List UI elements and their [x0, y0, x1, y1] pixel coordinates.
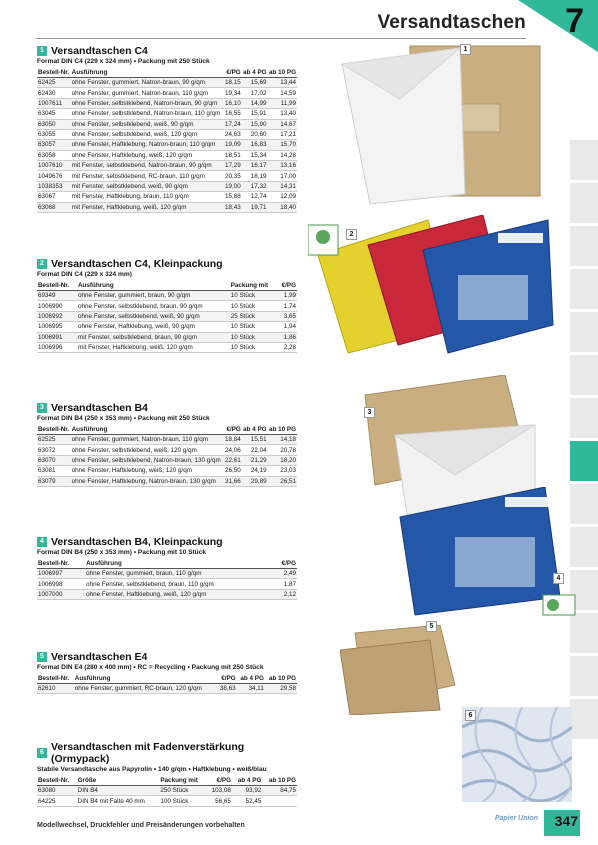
column-header: ab 4 PG: [243, 426, 267, 433]
table-row: [37, 181, 297, 191]
section-heading: [37, 258, 297, 270]
column-header: Bestell-Nr.: [37, 281, 77, 291]
table-cell: 84,75: [262, 786, 297, 796]
column-header: Packung mit: [230, 281, 278, 291]
section-2: [37, 258, 297, 353]
table-cell: ohne Fenster, selbstklebend, weiß, 90 g/qm: [77, 311, 230, 321]
table-row: [37, 202, 297, 212]
section-subtitle: Format DIN E4 (280 x 400 mm) • RC = Recycling • Packung mit 250 Stück: [37, 664, 264, 671]
column-header: €/PG: [224, 425, 242, 435]
table-cell: ohne Fenster, gummiert, Natron-braun, 110 g/qm: [71, 435, 224, 445]
table-cell: 63072: [37, 445, 71, 455]
table-row: [37, 786, 297, 796]
table-row: [37, 569, 297, 579]
column-header: Packung mit: [159, 776, 206, 786]
column-header: Ausführung: [85, 559, 273, 569]
table-row: [37, 78, 297, 88]
table-row: [37, 332, 297, 342]
table-cell: 18,19: [242, 171, 268, 181]
column-header: ab 4 PG: [237, 674, 265, 684]
table-cell: 1007610: [37, 161, 71, 171]
table-row: [37, 150, 297, 160]
table-cell: 18,40: [268, 202, 297, 212]
section-badge: 1: [37, 46, 47, 56]
table-cell: 10 Stück: [230, 322, 278, 332]
section-badge: 2: [37, 259, 47, 269]
table-cell: 19,71: [242, 202, 268, 212]
table-cell: 21,29: [242, 455, 268, 465]
table-cell: 17,21: [268, 129, 297, 139]
table-cell: 63068: [37, 202, 71, 212]
table-row: [37, 311, 297, 321]
column-header: Ausführung: [71, 425, 224, 435]
table-cell: 11,99: [268, 98, 297, 108]
table-row: [37, 98, 297, 108]
table-cell: 1,74: [277, 301, 297, 311]
section-5: [37, 651, 297, 694]
table-cell: 23,03: [268, 466, 297, 476]
table-cell: 63057: [37, 140, 71, 150]
table-cell: 14,18: [268, 435, 297, 445]
table-cell: 26,51: [268, 476, 297, 486]
product-table: [37, 776, 297, 807]
table-row: [37, 161, 297, 171]
table-cell: 19,00: [224, 182, 241, 190]
table-cell: ohne Fenster, selbstklebend, Natron-braun, 130 g/qm: [71, 455, 224, 465]
section-4: [37, 536, 297, 600]
table-cell: 63070: [37, 455, 71, 465]
table-row: [37, 342, 297, 352]
table-row: [37, 684, 297, 694]
table-cell: 62610: [37, 684, 74, 694]
table-cell: 62430: [37, 88, 71, 98]
table-row: [37, 589, 297, 599]
table-cell: 15,34: [242, 150, 268, 160]
table-cell: 20,35: [224, 172, 241, 180]
table-cell: 14,67: [268, 119, 297, 129]
table-cell: 14,28: [268, 150, 297, 160]
section-subtitle: Format DIN C4 (229 x 324 mm): [37, 271, 132, 278]
table-row: [37, 455, 297, 465]
column-header: €/PG: [277, 281, 297, 291]
column-header: Ausführung: [74, 674, 217, 684]
table-cell: 16,55: [224, 110, 241, 118]
section-6: [37, 741, 297, 807]
column-header: ab 10 PG: [269, 426, 296, 433]
footer-disclaimer: Modellwechsel, Druckfehler und Preisänderungen vorbehalten: [37, 822, 245, 829]
table-row: [37, 579, 297, 589]
table-cell: 2,12: [273, 589, 297, 599]
table-cell: ohne Fenster, gummiert, braun, 90 g/qm: [77, 291, 230, 301]
section-title: Versandtaschen C4, Kleinpackung: [51, 258, 223, 270]
table-cell: 103,08: [207, 786, 232, 796]
table-cell: 29,89: [242, 476, 268, 486]
table-cell: 17,32: [242, 181, 268, 191]
table-row: [37, 291, 297, 301]
table-row: [37, 796, 297, 806]
table-cell: 10 Stück: [230, 301, 278, 311]
table-cell: 16,10: [224, 99, 241, 107]
section-badge: 5: [37, 652, 47, 662]
image-badge-3: 3: [364, 407, 375, 418]
table-cell: 63058: [37, 150, 71, 160]
table-cell: 13,40: [268, 109, 297, 119]
table-cell: 29,58: [265, 684, 297, 694]
section-heading: [37, 45, 297, 57]
column-header: Bestell-Nr.: [37, 674, 74, 684]
image-6-ormypack-texture: [462, 707, 572, 802]
column-header: Ausführung: [71, 68, 224, 78]
table-cell: DIN B4 mit Falte 40 mm: [77, 796, 160, 806]
table-cell: ohne Fenster, selbstklebend, weiß, 120 g/qm: [71, 129, 224, 139]
table-cell: ohne Fenster, selbstklebend, braun, 90 g/qm: [77, 301, 230, 311]
column-header: €/PG: [273, 559, 297, 569]
table-cell: DIN B4: [77, 786, 160, 796]
section-badge: 4: [37, 537, 47, 547]
table-cell: 14,59: [268, 88, 297, 98]
section-heading: [37, 651, 297, 663]
table-cell: 15,90: [242, 119, 268, 129]
table-cell: 56,65: [207, 796, 232, 806]
table-row: [37, 476, 297, 486]
product-table: [37, 68, 297, 213]
table-cell: 22,04: [242, 445, 268, 455]
table-cell: ohne Fenster, selbstklebend, Natron-braun, 110 g/qm: [71, 109, 224, 119]
table-cell: ohne Fenster, gummiert, Natron-braun, 90 g/qm: [71, 78, 224, 88]
table-cell: ohne Fenster, gummiert, RC-braun, 120 g/qm: [74, 684, 217, 694]
table-cell: 1007611: [37, 98, 71, 108]
table-row: [37, 171, 297, 181]
image-1-envelopes-c4: [340, 44, 550, 209]
table-cell: 19,34: [224, 89, 241, 97]
table-cell: 1,86: [277, 332, 297, 342]
page-number: 347: [554, 813, 578, 829]
table-cell: 3,65: [277, 311, 297, 321]
table-cell: mit Fenster, selbstklebend, weiß, 90 g/qm: [71, 181, 224, 191]
table-cell: ohne Fenster, Haftklebung, weiß, 90 g/qm: [77, 322, 230, 332]
table-cell: 63045: [37, 109, 71, 119]
table-cell: 1006995: [37, 322, 77, 332]
table-cell: 26,50: [225, 467, 241, 475]
column-header: Bestell-Nr.: [38, 426, 70, 433]
table-cell: 12,74: [242, 192, 268, 202]
image-badge-4: 4: [553, 573, 564, 584]
table-cell: ohne Fenster, selbstklebend, Natron-braun, 90 g/qm: [71, 98, 224, 108]
table-row: [37, 129, 297, 139]
table-cell: 19,09: [224, 141, 241, 149]
table-cell: ohne Fenster, selbstklebend, weiß, 120 g/qm: [71, 445, 224, 455]
column-header: Bestell-Nr.: [37, 776, 77, 786]
table-row: [37, 435, 297, 445]
chapter-number: 7: [565, 2, 584, 40]
publisher-logo: Papier Union: [494, 815, 538, 822]
table-cell: 13,44: [268, 78, 297, 88]
table-cell: mit Fenster, Haftklebung, braun, 110 g/qm: [71, 192, 224, 202]
table-cell: 63079: [37, 476, 71, 486]
section-title: Versandtaschen mit Fadenverstärkung (Ormypack): [51, 741, 245, 765]
table-cell: 15,70: [268, 140, 297, 150]
table-cell: 10 Stück: [230, 342, 278, 352]
section-title: Versandtaschen C4: [51, 45, 148, 57]
table-cell: 63081: [37, 466, 71, 476]
table-cell: 12,09: [268, 192, 297, 202]
column-header: €/PG: [224, 68, 242, 78]
section-heading: [37, 536, 297, 548]
table-cell: ohne Fenster, gummiert, braun, 110 g/qm: [85, 569, 273, 579]
table-cell: [262, 796, 297, 806]
image-5-envelopes-e4: [340, 625, 460, 715]
column-header: ab 4 PG: [232, 776, 262, 786]
column-header: Ausführung: [77, 281, 230, 291]
column-header: €/PG: [207, 776, 232, 786]
table-cell: 1,99: [277, 291, 297, 301]
table-cell: 15,51: [242, 435, 268, 445]
section-badge: 3: [37, 403, 47, 413]
table-cell: ohne Fenster, Haftklebung, weiß, 120 g/qm: [71, 466, 224, 476]
table-row: [37, 119, 297, 129]
table-cell: ohne Fenster, Haftklebung, Natron-braun, 130 g/qm: [71, 476, 224, 486]
table-cell: 63067: [37, 192, 71, 202]
table-cell: mit Fenster, selbstklebend, Natron-braun, 90 g/qm: [71, 161, 224, 171]
table-cell: 18,43: [224, 203, 241, 211]
table-cell: 1038353: [37, 181, 71, 191]
table-cell: 1007000: [37, 589, 85, 599]
table-cell: 18,15: [224, 79, 241, 87]
table-cell: 22,61: [225, 456, 241, 464]
table-cell: ohne Fenster, selbstklebend, braun, 110 g/qm: [85, 579, 273, 589]
section-title: Versandtaschen B4, Kleinpackung: [51, 536, 223, 548]
column-header: €/PG: [217, 674, 237, 684]
column-header: ab 10 PG: [262, 776, 297, 786]
title-divider: [36, 38, 526, 39]
table-cell: 15,88: [224, 193, 241, 201]
image-badge-2: 2: [346, 229, 357, 240]
table-cell: mit Fenster, selbstklebend, RC-braun, 110 g/qm: [71, 171, 224, 181]
table-cell: ohne Fenster, selbstklebend, weiß, 90 g/qm: [71, 119, 224, 129]
column-header: Bestell-Nr.: [38, 69, 70, 76]
section-3: [37, 402, 297, 487]
table-cell: mit Fenster, selbstklebend, braun, 90 g/qm: [77, 332, 230, 342]
table-cell: 62425: [37, 78, 71, 88]
chapter-side-tabs: [570, 140, 598, 742]
section-subtitle: Format DIN B4 (250 x 353 mm) • Packung mit 10 Stück: [37, 549, 207, 556]
table-cell: 18,20: [268, 455, 297, 465]
table-cell: 20,78: [268, 445, 297, 455]
table-row: [37, 301, 297, 311]
image-badge-6: 6: [465, 710, 476, 721]
table-row: [37, 445, 297, 455]
table-row: [37, 88, 297, 98]
product-table: [37, 425, 297, 487]
table-cell: 24,06: [225, 446, 241, 454]
table-cell: 25 Stück: [230, 311, 278, 321]
table-cell: mit Fenster, Haftklebung, weiß, 120 g/qm: [71, 202, 224, 212]
table-cell: 64225: [37, 796, 77, 806]
table-cell: 18,84: [225, 436, 241, 444]
product-table: [37, 674, 297, 694]
table-cell: 63050: [37, 119, 71, 129]
image-4-mailmedia-b4-pack: [395, 487, 580, 617]
table-cell: 34,11: [237, 684, 265, 694]
table-cell: 62525: [37, 435, 71, 445]
table-cell: 2,28: [277, 342, 297, 352]
table-cell: ohne Fenster, Haftklebung, weiß, 120 g/qm: [85, 589, 273, 599]
table-cell: 52,45: [232, 796, 262, 806]
table-cell: 1006991: [37, 332, 77, 342]
table-row: [37, 109, 297, 119]
section-heading: [37, 402, 297, 414]
column-header: ab 4 PG: [243, 69, 267, 76]
table-cell: 14,99: [242, 98, 268, 108]
section-subtitle: Format DIN B4 (250 x 353 mm) • Packung mit 250 Stück: [37, 415, 210, 422]
table-row: [37, 140, 297, 150]
table-cell: 16,17: [242, 161, 268, 171]
table-cell: 1006998: [37, 579, 85, 589]
table-cell: 63055: [37, 129, 71, 139]
table-cell: 17,02: [242, 88, 268, 98]
section-subtitle: Format DIN C4 (229 x 324 mm) • Packung mit 250 Stück: [37, 58, 210, 65]
section-heading: [37, 741, 297, 765]
table-cell: 17,29: [224, 162, 241, 170]
image-badge-1: 1: [460, 44, 471, 55]
table-cell: 10 Stück: [230, 291, 278, 301]
table-cell: 1,94: [277, 322, 297, 332]
section-1: [37, 45, 297, 213]
table-cell: ohne Fenster, gummiert, Natron-braun, 110 g/qm: [71, 88, 224, 98]
table-cell: ohne Fenster, Haftklebung, weiß, 120 g/qm: [71, 150, 224, 160]
section-title: Versandtaschen E4: [51, 651, 148, 663]
table-cell: 1049676: [37, 171, 71, 181]
page-title: Versandtaschen: [377, 12, 526, 33]
table-row: [37, 466, 297, 476]
table-cell: 1006990: [37, 301, 77, 311]
table-cell: mit Fenster, Haftklebung, weiß, 120 g/qm: [77, 342, 230, 352]
table-row: [37, 192, 297, 202]
table-cell: 10 Stück: [230, 332, 278, 342]
column-header: ab 10 PG: [265, 674, 297, 684]
column-header: ab 10 PG: [269, 69, 296, 76]
table-cell: ohne Fenster, Haftklebung, Natron-braun, 110 g/qm: [71, 140, 224, 150]
section-subtitle: Stabile Versandtasche aus Papyrolin • 140 g/qm • Haftklebung • weiß/blau: [37, 766, 267, 773]
table-row: [37, 322, 297, 332]
table-cell: 13,16: [268, 161, 297, 171]
table-cell: 16,83: [242, 140, 268, 150]
column-header: Bestell-Nr.: [37, 559, 85, 569]
table-cell: 17,00: [268, 171, 297, 181]
table-cell: 24,19: [242, 466, 268, 476]
product-table: [37, 559, 297, 600]
table-cell: 18,51: [224, 151, 241, 159]
table-cell: 93,92: [232, 786, 262, 796]
table-cell: 1,87: [273, 579, 297, 589]
table-cell: 1006996: [37, 342, 77, 352]
column-header: Größe: [77, 776, 160, 786]
table-cell: 1006992: [37, 311, 77, 321]
table-cell: 250 Stück: [159, 786, 206, 796]
image-badge-5: 5: [426, 621, 437, 632]
table-cell: 17,24: [224, 120, 241, 128]
table-cell: 24,63: [224, 131, 241, 139]
table-cell: 15,69: [242, 78, 268, 88]
table-cell: 63080: [37, 786, 77, 796]
table-cell: 100 Stück: [159, 796, 206, 806]
table-cell: 38,63: [217, 684, 237, 694]
table-cell: 69349: [37, 291, 77, 301]
table-cell: 15,91: [242, 109, 268, 119]
table-cell: 20,60: [242, 129, 268, 139]
section-title: Versandtaschen B4: [51, 402, 148, 414]
table-cell: 31,66: [225, 477, 241, 485]
section-badge: 6: [37, 748, 47, 758]
table-cell: 1006997: [37, 569, 85, 579]
table-cell: 14,31: [268, 181, 297, 191]
product-table: [37, 281, 297, 353]
table-cell: 2,49: [273, 569, 297, 579]
